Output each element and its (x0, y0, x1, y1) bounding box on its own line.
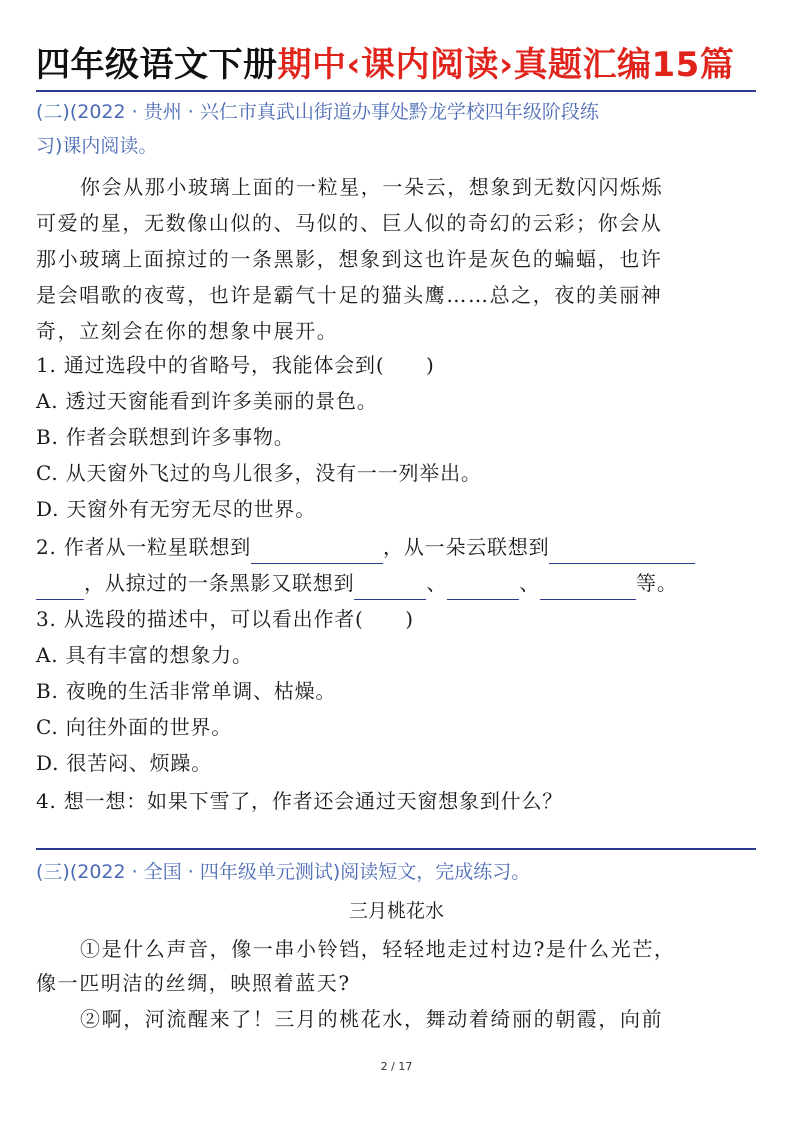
question-3-option-a: A. 具有丰富的想象力。 (36, 643, 253, 667)
question-3-option-c: C. 向往外面的世界。 (36, 715, 233, 739)
question-2-sep1: 、 (426, 571, 448, 595)
section2-heading-line2: 习)课内阅读。 (36, 135, 158, 157)
question-2-part4: 等。 (636, 571, 678, 595)
question-1-option-b: B. 作者会联想到许多事物。 (36, 425, 295, 449)
question-1-stem: 1. 通过选段中的省略号，我能体会到( ) (36, 353, 435, 377)
question-4-stem: 4. 想一想：如果下雪了，作者还会通过天窗想象到什么？ (36, 789, 564, 813)
article-para1-line1: ①是什么声音，像一串小铃铛，轻轻地走过村边?是什么光芒， (80, 937, 676, 961)
question-2-line-1 (36, 530, 695, 564)
passage-line-4: 是会唱歌的夜莺，也许是霸气十足的猫头鹰……总之，夜的美丽神 (36, 283, 663, 307)
article-title: 三月桃花水 (348, 900, 444, 922)
question-2-line-2 (36, 566, 678, 600)
question-2-sep2: 、 (519, 571, 541, 595)
section2-heading-line1: (二)(2022 · 贵州 · 兴仁市真武山街道办事处黔龙学校四年级阶段练 (36, 101, 599, 123)
question-3-option-b: B. 夜晚的生活非常单调、枯燥。 (36, 679, 337, 703)
article-para2-line1: ②啊，河流醒来了！三月的桃花水，舞动着绮丽的朝霞，向前 (80, 1007, 664, 1031)
passage-line-3: 那小玻璃上面掠过的一条黑影，想象到这也许是灰色的蝙蝠，也许 (36, 247, 663, 271)
question-1-option-d: D. 天窗外有无穷无尽的世界。 (36, 497, 317, 521)
question-2-part3: ，从掠过的一条黑影又联想到 (84, 571, 355, 595)
article-para1-line2: 像一匹明洁的丝绸，映照着蓝天? (36, 971, 351, 995)
answer-blank-2-continued[interactable] (36, 575, 84, 600)
question-3-option-d: D. 很苦闷、烦躁。 (36, 751, 213, 775)
answer-blank-1[interactable] (251, 539, 383, 564)
passage-line-2: 可爱的星，无数像山似的、马似的、巨人似的奇幻的云彩；你会从 (36, 211, 663, 235)
answer-blank-5[interactable] (540, 575, 636, 600)
section3-heading: (三)(2022 · 全国 · 四年级单元测试)阅读短文，完成练习。 (36, 861, 531, 883)
question-3-stem: 3. 从选段的描述中，可以看出作者( ) (36, 607, 414, 631)
answer-blank-2[interactable] (549, 539, 695, 564)
answer-blank-4[interactable] (447, 575, 519, 600)
title-grade-part: 四年级语文下册 (36, 45, 278, 85)
answer-line (36, 848, 756, 850)
page-number: 2 / 17 (380, 1060, 413, 1073)
title-underline (36, 90, 756, 92)
question-1-option-c: C. 从天窗外飞过的鸟儿很多，没有一一列举出。 (36, 461, 482, 485)
answer-blank-3[interactable] (354, 575, 426, 600)
passage-line-1: 你会从那小玻璃上面的一粒星，一朵云，想象到无数闪闪烁烁 (80, 175, 664, 199)
document-title (36, 42, 758, 88)
title-red-part: 期中‹课内阅读›真题汇编15篇 (277, 45, 735, 85)
question-2-part1: 2. 作者从一粒星联想到 (36, 535, 252, 559)
question-2-part2: ，从一朵云联想到 (383, 535, 550, 559)
passage-line-5: 奇，立刻会在你的想象中展开。 (36, 319, 339, 343)
question-1-option-a: A. 透过天窗能看到许多美丽的景色。 (36, 389, 378, 413)
